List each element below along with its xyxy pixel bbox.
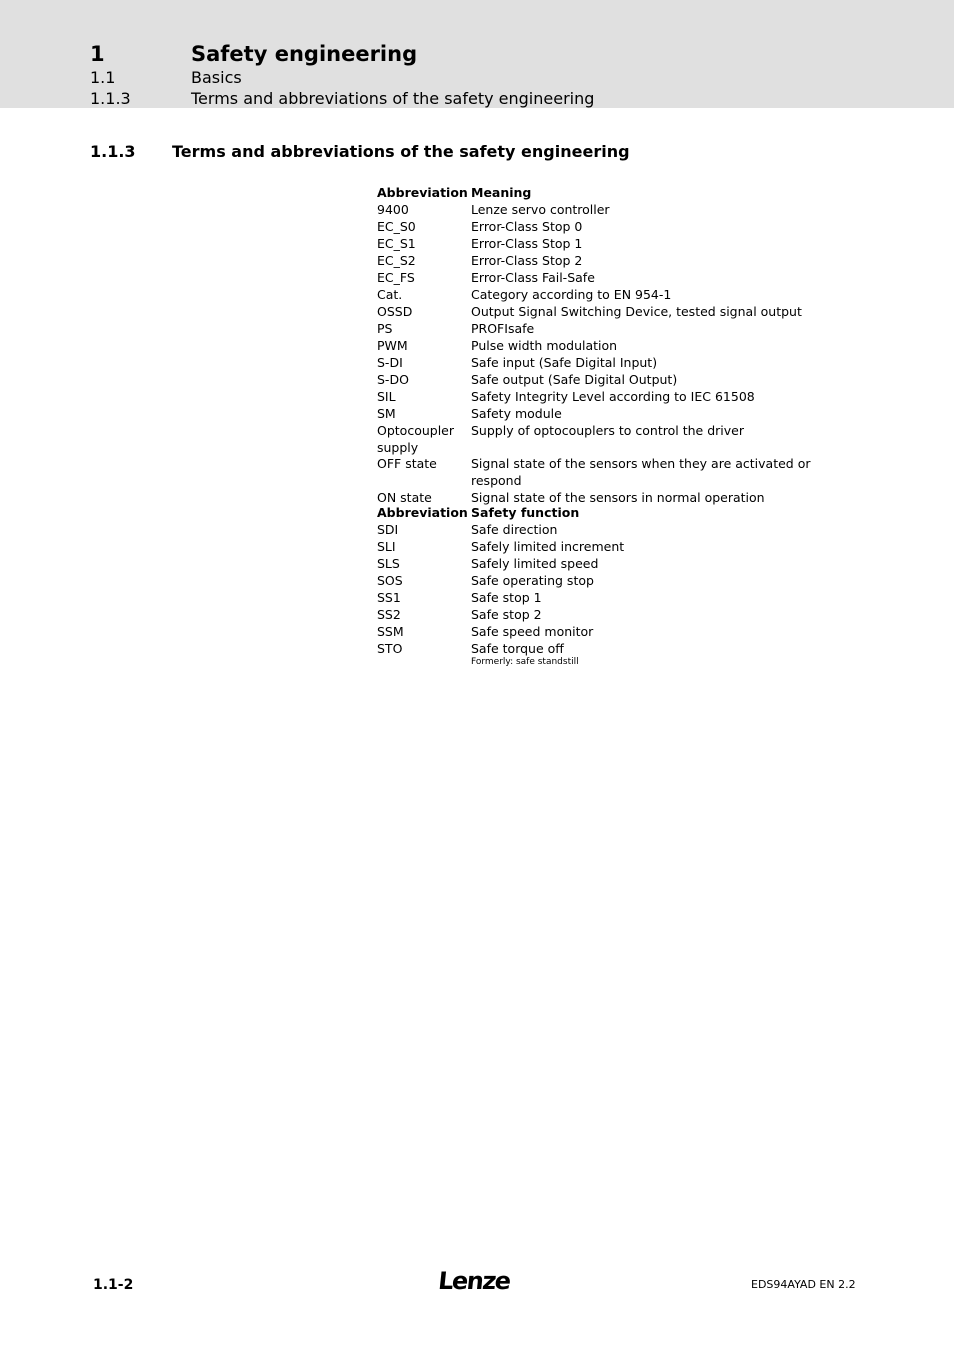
table-row [377, 286, 857, 303]
abbreviation-cell: ON state [377, 490, 432, 505]
table-row [377, 371, 857, 388]
table-row [377, 606, 857, 623]
subsection-number: 1.1.3 [90, 89, 131, 108]
abbreviation-cell: SM [377, 406, 396, 421]
abbreviation-cell: SS1 [377, 590, 401, 605]
function-cell: Safe stop 2 [471, 607, 542, 622]
meaning-cell: Safe input (Safe Digital Input) [471, 355, 658, 370]
table-row [377, 269, 857, 286]
meaning-cell: Safety module [471, 406, 562, 421]
function-cell: Safe direction [471, 522, 558, 537]
meaning-cell: Lenze servo controller [471, 202, 610, 217]
table-row [377, 235, 857, 252]
abbreviation-cell: OFF state [377, 456, 437, 471]
table-row [377, 623, 857, 640]
table-row [377, 354, 857, 371]
abbreviation-cell: SDI [377, 522, 399, 537]
function-cell: Safely limited speed [471, 556, 599, 571]
abbreviation-cell: OSSD [377, 304, 413, 319]
meaning-cell: Signal state of the sensors when they are activated or respond [471, 456, 811, 488]
lenze-logo-text: Lenze [436, 1267, 512, 1295]
lenze-logo [436, 1262, 516, 1298]
table-row [377, 521, 857, 538]
table-row [377, 589, 857, 606]
meaning-cell: Signal state of the sensors in normal operation [471, 490, 765, 505]
abbreviation-cell: EC_FS [377, 270, 415, 285]
function-cell: Safe speed monitor [471, 624, 594, 639]
meaning-cell: Error-Class Stop 2 [471, 253, 583, 268]
column-header-safety-function: Safety function [471, 505, 580, 520]
abbreviation-cell: SLS [377, 556, 400, 571]
meaning-cell: Output Signal Switching Device, tested signal output [471, 304, 802, 319]
meaning-cell: Category according to EN 954-1 [471, 287, 672, 302]
table-row [377, 405, 857, 422]
function-text: Safe torque off [471, 641, 564, 656]
document-id: EDS94AYAD EN 2.2 [751, 1278, 856, 1291]
abbreviation-cell: PS [377, 321, 393, 336]
abbreviation-safety-function-table [377, 504, 857, 668]
function-cell: Safe operating stop [471, 573, 594, 588]
table-row [377, 422, 857, 455]
table-row [377, 201, 857, 218]
abbreviation-cell: PWM [377, 338, 408, 353]
abbreviation-cell: EC_S1 [377, 236, 416, 251]
meaning-cell: Safety Integrity Level according to IEC 61508 [471, 389, 755, 404]
meaning-cell: PROFIsafe [471, 321, 535, 336]
table-row [377, 388, 857, 405]
abbreviation-cell: SS2 [377, 607, 401, 622]
abbreviation-cell: SLI [377, 539, 396, 554]
table-row [377, 455, 857, 489]
abbreviation-cell: EC_S0 [377, 219, 416, 234]
meaning-cell: Error-Class Fail-Safe [471, 270, 595, 285]
meaning-cell: Pulse width modulation [471, 338, 618, 353]
function-cell: Safely limited increment [471, 539, 625, 554]
function-cell [471, 640, 857, 668]
column-header-abbreviation: Abbreviation [377, 505, 468, 520]
function-cell: Safe stop 1 [471, 590, 542, 605]
abbreviation-cell: STO [377, 641, 403, 656]
abbreviation-cell: EC_S2 [377, 253, 416, 268]
table-row [377, 538, 857, 555]
meaning-cell: Supply of optocouplers to control the driver [471, 423, 744, 438]
section-number: 1.1 [90, 68, 116, 87]
abbreviation-cell: Optocoupler supply [377, 423, 455, 455]
page-section-number: 1.1.3 [90, 142, 136, 161]
meaning-cell: Error-Class Stop 1 [471, 236, 583, 251]
table-row [377, 303, 857, 320]
abbreviation-cell: S-DO [377, 372, 409, 387]
sto-note: Formerly: safe standstill [471, 657, 579, 667]
chapter-number: 1 [90, 42, 105, 66]
page-number: 1.1-2 [93, 1277, 134, 1293]
table-row [377, 337, 857, 354]
abbreviation-cell: SOS [377, 573, 403, 588]
abbreviation-cell: S-DI [377, 355, 403, 370]
table-row [377, 320, 857, 337]
section-title: Basics [191, 68, 242, 87]
table-header-row [377, 504, 857, 521]
meaning-cell: Safe output (Safe Digital Output) [471, 372, 678, 387]
subsection-title: Terms and abbreviations of the safety engineering [191, 89, 595, 108]
table-row [377, 572, 857, 589]
column-header-abbreviation: Abbreviation [377, 185, 468, 200]
abbreviation-cell: SSM [377, 624, 404, 639]
table-row [377, 640, 857, 668]
abbreviation-cell: Cat. [377, 287, 403, 302]
meaning-cell: Error-Class Stop 0 [471, 219, 583, 234]
table-row [377, 218, 857, 235]
chapter-title: Safety engineering [191, 42, 418, 66]
page-section-text: Terms and abbreviations of the safety engineering [172, 142, 630, 161]
table-row [377, 555, 857, 572]
abbreviation-meaning-table [377, 184, 857, 506]
abbreviation-cell: 9400 [377, 202, 409, 217]
column-header-meaning: Meaning [471, 185, 532, 200]
table-header-row [377, 184, 857, 201]
table-row [377, 252, 857, 269]
abbreviation-cell: SIL [377, 389, 396, 404]
